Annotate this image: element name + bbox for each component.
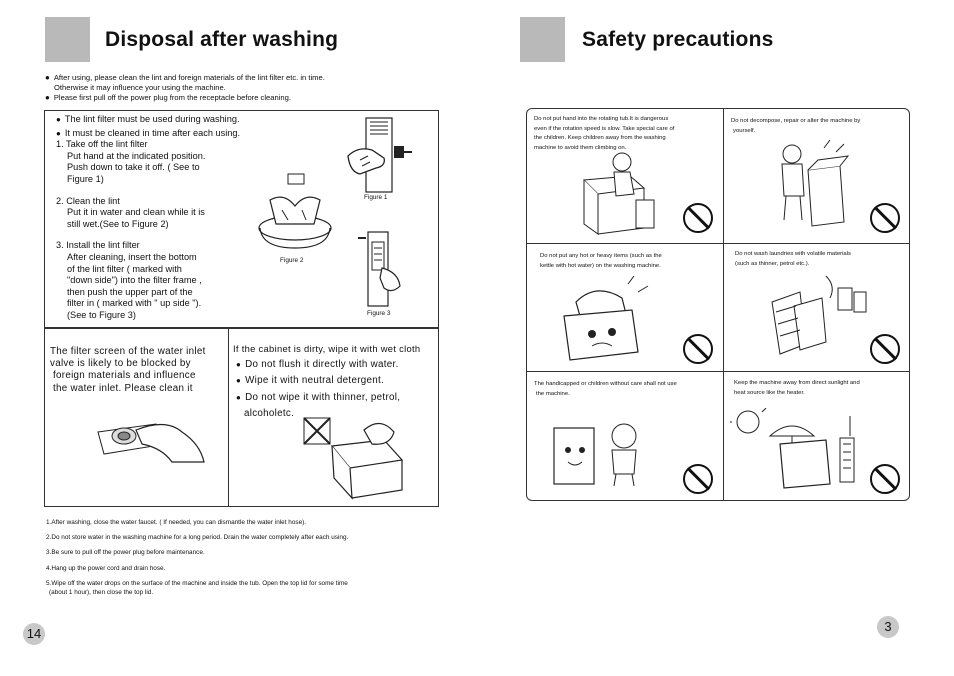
intro-line-1: ● After using, please clean the lint and foreign materials of the lint filter etc. in time.	[45, 73, 445, 83]
left-intro	[45, 73, 445, 103]
right-page-title: Safety precautions	[582, 28, 774, 51]
grid-hline-2	[526, 371, 909, 372]
right-page-number: 3	[877, 616, 899, 638]
maintenance-divider	[228, 327, 229, 506]
cell5-line-1: The handicapped or children without care shall not use	[534, 381, 677, 387]
steps-line-5: 5.Wipe off the water drops on the surface of the machine and inside the tub. Open the top lid for some time	[46, 579, 348, 587]
step1-line-2: Push down to take it off. ( See to	[67, 162, 200, 173]
step2-line-1: Put it in water and clean while it is	[67, 207, 205, 218]
cell6-line-1: Keep the machine away from direct sunlight and	[734, 380, 860, 386]
figure2-caption: Figure 2	[280, 257, 304, 264]
step3-line-6: (See to Figure 3)	[67, 309, 136, 320]
maintenance-steps	[46, 515, 456, 600]
cell4-line-1: Do not wash laundries with volatile materials	[735, 251, 851, 257]
safety-cell-3-text	[540, 252, 720, 271]
prohibition-icon	[870, 203, 900, 233]
step3-title: 3. Install the lint filter	[56, 240, 140, 251]
child-near-machine-illustration	[550, 420, 650, 486]
cell6-line-2: heat source like the heater.	[734, 389, 805, 396]
person-repairing-illustration	[764, 140, 854, 232]
cell1-line-4: machine to avoid them climbing on.	[534, 144, 627, 151]
sun-heater-illustration	[730, 408, 862, 490]
safety-cell-5-text	[534, 380, 719, 399]
cell2-line-1: Do not decompose, repair or alter the machine by	[731, 118, 861, 124]
cell3-line-1: Do not put any hot or heavy items (such as the	[540, 253, 662, 259]
inlet-valve-illustration	[96, 414, 206, 466]
step3-line-3: "down side") into the filter frame ,	[67, 275, 202, 286]
step3-line-2: of the lint filter ( marked with	[67, 263, 182, 274]
cabinet-text	[233, 343, 443, 420]
safety-cell-4-text	[735, 250, 905, 269]
cell2-line-2: yourself.	[733, 127, 756, 134]
step2-title: 2. Clean the lint	[56, 195, 120, 206]
cabinet-wipe-illustration	[300, 412, 410, 500]
cabinet-bullet-3-cont: alcoholetc.	[244, 407, 295, 419]
cell5-line-2: the machine.	[536, 390, 570, 397]
step3-line-5: filter in ( marked with " up side ").	[67, 298, 202, 309]
step1-title: 1. Take off the lint filter	[56, 139, 148, 150]
grid-hline-1	[526, 243, 909, 244]
intro-line-3: ● Please first pull off the power plug from the receptacle before cleaning.	[45, 93, 445, 103]
step3-line-4: then push the upper part of the	[67, 286, 193, 297]
steps-line-6: (about 1 hour), then close the top lid.	[49, 589, 154, 597]
child-climbing-machine-illustration	[578, 150, 660, 236]
left-title-box	[45, 17, 90, 62]
figure3-caption: Figure 3	[367, 310, 391, 317]
cabinet-bullet-1: ● Do not flush it directly with water.	[233, 359, 443, 371]
steps-line-2: 2.Do not store water in the washing machine for a long period. Drain the water completely after each using.	[46, 534, 349, 542]
prohibition-icon	[683, 464, 713, 494]
figure2-illustration	[254, 170, 336, 252]
step3-line-1: After cleaning, insert the bottom	[67, 251, 197, 262]
inlet-text	[50, 346, 228, 395]
cell4-line-2: (such as thinner, petrol etc.).	[735, 260, 810, 267]
cell1-line-1: Do not put hand into the rotating tub.It is dangerous	[534, 116, 669, 122]
left-page-title: Disposal after washing	[105, 28, 339, 51]
cabinet-line-1: If the cabinet is dirty, wipe it with wet cloth	[233, 343, 421, 354]
cell1-line-2: even if the rotation speed is slow. Take special care of	[534, 125, 675, 132]
grid-vline	[723, 108, 724, 500]
prohibition-icon	[683, 334, 713, 364]
right-title-box	[520, 17, 565, 62]
volatile-laundry-illustration	[766, 272, 876, 360]
figure3-illustration	[352, 228, 407, 308]
safety-cell-2-text	[731, 117, 906, 136]
left-page-number: 14	[23, 623, 45, 645]
figure1-caption: Figure 1	[364, 194, 388, 201]
safety-cell-6-text	[734, 379, 904, 398]
cell3-line-2: kettle with hot water) on the washing machine.	[540, 262, 661, 269]
prohibition-icon	[683, 203, 713, 233]
steps-line-1: 1.After washing, close the water faucet. ( If needed, you can dismantle the water inlet hose).	[46, 519, 307, 526]
lint-filter-text	[56, 114, 241, 322]
cabinet-bullet-2: ● Wipe it with neutral detergent.	[233, 375, 443, 387]
inlet-line-1: The filter screen of the water inlet	[50, 346, 206, 357]
figure1-illustration	[340, 116, 415, 194]
inlet-line-3: foreign materials and influence	[53, 370, 196, 382]
step2-line-2: still wet.(See to Figure 2)	[67, 218, 169, 229]
intro-line-2: Otherwise it may influence your using the machine.	[54, 83, 226, 92]
kettle-on-machine-illustration	[556, 276, 656, 362]
filter-bullet-1: ● The lint filter must be used during washing.	[56, 114, 231, 126]
cabinet-bullet-3: ● Do not wipe it with thinner, petrol,	[233, 392, 443, 404]
steps-line-3: 3.Be sure to pull off the power plug before maintenance.	[46, 549, 205, 557]
safety-cell-1-text	[534, 115, 719, 153]
inlet-line-2: valve is likely to be blocked by	[50, 358, 191, 370]
prohibition-icon	[870, 464, 900, 494]
inlet-line-4: the water inlet. Please clean it	[53, 382, 193, 394]
step1-line-1: Put hand at the indicated position.	[67, 150, 206, 161]
filter-bullet-2: ● It must be cleaned in time after each using.	[56, 128, 231, 140]
steps-line-4: 4.Hang up the power cord and drain hose.	[46, 564, 166, 572]
cell1-line-3: the children. Keep children away from the washing	[534, 135, 666, 142]
step1-line-3: Figure 1)	[67, 173, 104, 184]
